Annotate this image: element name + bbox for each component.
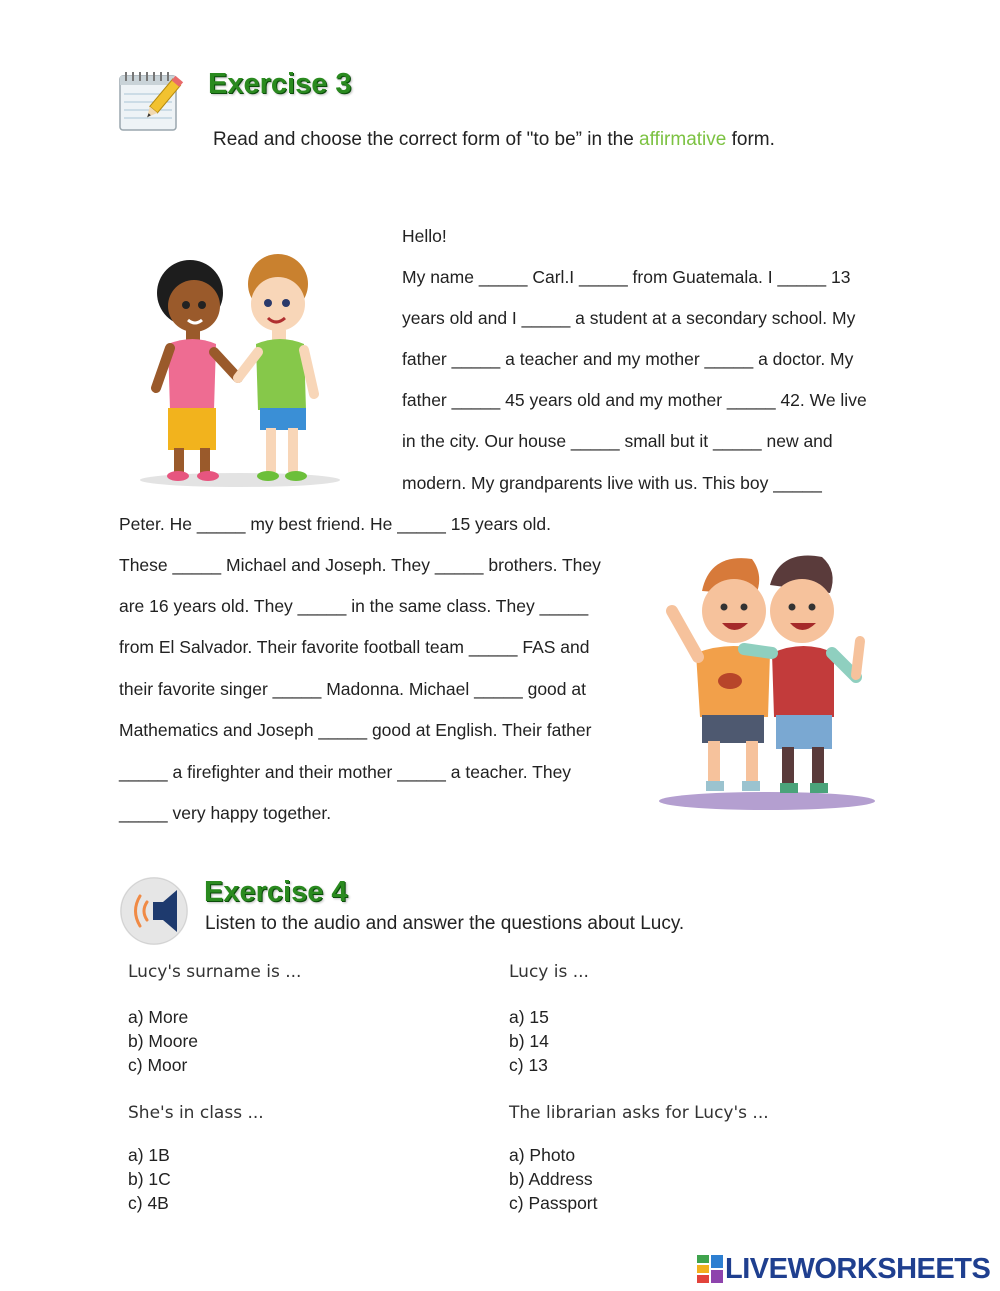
passage-line: from El Salvador. Their favorite football team _____ FAS and bbox=[119, 637, 590, 657]
question-prompt: She's in class ... bbox=[128, 1103, 264, 1123]
answer-option[interactable]: c) 13 bbox=[509, 1055, 548, 1075]
instruction-text-end: form. bbox=[726, 129, 775, 150]
answer-option[interactable]: b) Address bbox=[509, 1169, 593, 1189]
passage-line: Hello! bbox=[402, 226, 447, 246]
liveworksheets-logo[interactable] bbox=[697, 1252, 990, 1286]
instruction-highlight: affirmative bbox=[639, 129, 727, 150]
passage-line: years old and I _____ a student at a secondary school. My bbox=[402, 308, 856, 328]
logo-mark-icon bbox=[697, 1255, 723, 1283]
question-prompt: The librarian asks for Lucy's ... bbox=[509, 1103, 769, 1123]
passage-line: in the city. Our house _____ small but it _____ new and bbox=[402, 431, 833, 451]
boys-handshake-illustration bbox=[138, 248, 343, 493]
notepad-pencil-icon bbox=[116, 68, 186, 134]
passage-line: father _____ a teacher and my mother _____ a doctor. My bbox=[402, 349, 854, 369]
passage-line: Mathematics and Joseph _____ good at English. Their father bbox=[119, 720, 592, 740]
answer-option[interactable]: b) 14 bbox=[509, 1031, 549, 1051]
answer-option[interactable]: a) 1B bbox=[128, 1145, 170, 1165]
exercise3-instruction bbox=[213, 129, 775, 151]
question-block bbox=[128, 1103, 264, 1215]
answer-option[interactable]: c) 4B bbox=[128, 1193, 169, 1213]
passage-line: _____ very happy together. bbox=[119, 803, 332, 823]
passage-line: are 16 years old. They _____ in the same class. They _____ bbox=[119, 596, 589, 616]
answer-option[interactable]: a) Photo bbox=[509, 1145, 576, 1165]
exercise4-title: Exercise 4 bbox=[204, 876, 348, 908]
question-prompt: Lucy's surname is ... bbox=[128, 962, 302, 982]
answer-option[interactable]: b) Moore bbox=[128, 1031, 199, 1051]
passage-line: father _____ 45 years old and my mother _____ 42. We live bbox=[402, 390, 867, 410]
passage-line: My name _____ Carl.I _____ from Guatemala. I _____ 13 bbox=[402, 267, 851, 287]
question-block bbox=[509, 962, 589, 1077]
answer-option[interactable]: a) More bbox=[128, 1007, 189, 1027]
answer-option[interactable]: b) 1C bbox=[128, 1169, 171, 1189]
passage-line: their favorite singer _____ Madonna. Michael _____ good at bbox=[119, 679, 586, 699]
passage-line: _____ a firefighter and their mother _____ a teacher. They bbox=[119, 762, 572, 782]
passage-line: These _____ Michael and Joseph. They _____ brothers. They bbox=[119, 555, 601, 575]
exercise4-instruction: Listen to the audio and answer the questions about Lucy. bbox=[205, 913, 685, 934]
instruction-text-start: Read and choose the correct form of "to be” in the bbox=[213, 129, 640, 150]
question-block bbox=[509, 1103, 769, 1215]
brothers-illustration bbox=[652, 545, 882, 815]
answer-option[interactable]: c) Moor bbox=[128, 1055, 188, 1075]
speaker-icon[interactable] bbox=[119, 876, 189, 946]
question-block bbox=[128, 962, 301, 1077]
passage-line: modern. My grandparents live with us. This boy _____ bbox=[402, 473, 822, 493]
exercise3-title: Exercise 3 bbox=[208, 68, 352, 100]
logo-text: LIVEWORKSHEETS bbox=[725, 1252, 991, 1285]
question-prompt: Lucy is ... bbox=[509, 962, 589, 982]
answer-option[interactable]: c) Passport bbox=[509, 1193, 598, 1213]
answer-option[interactable]: a) 15 bbox=[509, 1007, 549, 1027]
passage-line: Peter. He _____ my best friend. He _____ 15 years old. bbox=[119, 514, 551, 534]
